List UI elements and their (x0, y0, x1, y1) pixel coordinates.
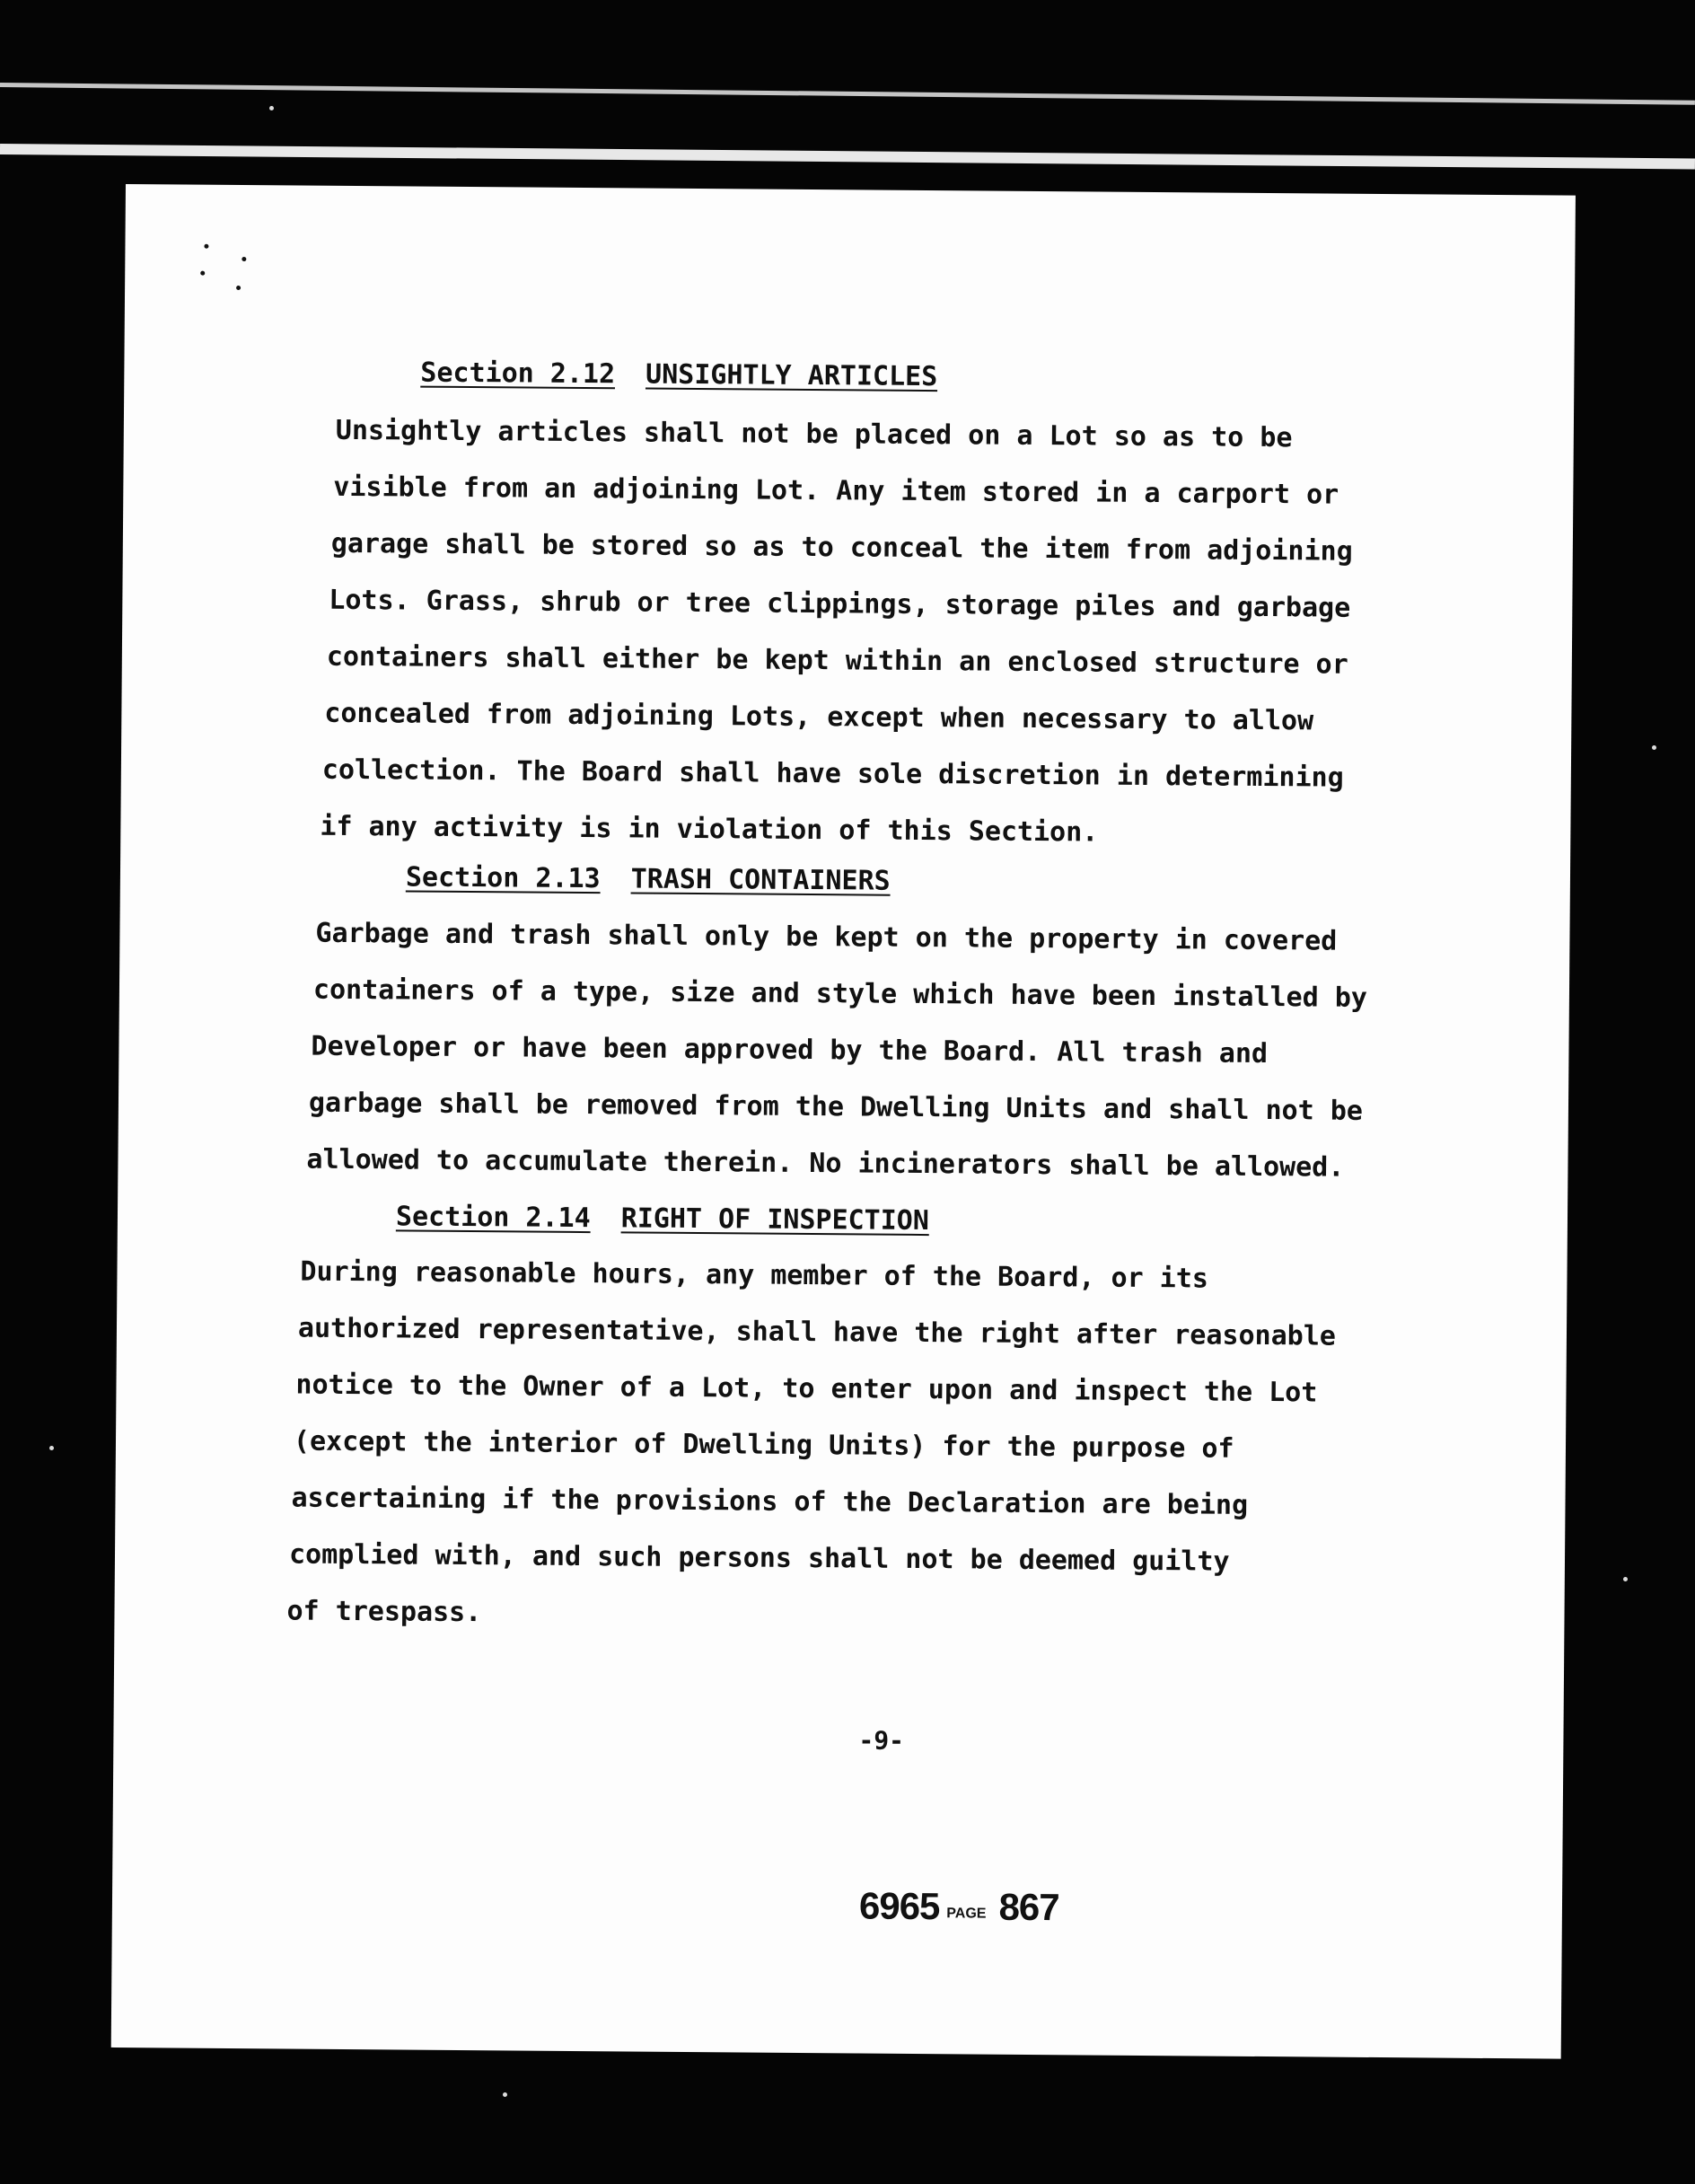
scan-speck (1623, 1577, 1628, 1581)
body-line: concealed from adjoining Lots, except when necessary to allow (324, 697, 1314, 737)
body-line: Unsightly articles shall not be placed on a Lot so as to be (335, 414, 1293, 454)
section-2-13-title: TRASH CONTAINERS (630, 863, 891, 897)
body-line: allowed to accumulate therein. No incinerators shall be allowed. (306, 1143, 1345, 1184)
scan-speck (242, 257, 246, 261)
body-line: containers of a type, size and style which have been installed by (312, 973, 1368, 1014)
body-line: Lots. Grass, shrub or tree clippings, storage piles and garbage (329, 584, 1351, 624)
section-2-12-heading (420, 357, 937, 393)
section-2-14-label: Section 2.14 (395, 1201, 591, 1235)
body-line: if any activity is in violation of this Section. (320, 810, 1099, 849)
scan-speck (200, 271, 205, 276)
scan-speck (204, 244, 208, 249)
page-stamp-label: PAGE (946, 1906, 987, 1922)
body-line: collection. The Board shall have sole discretion in determining (321, 753, 1344, 794)
body-line: ascertaining if the provisions of the Declaration are being (291, 1482, 1249, 1521)
body-line: authorized representative, shall have the right after reasonable (297, 1312, 1337, 1352)
body-line: Garbage and trash shall only be kept on the property in covered (315, 917, 1338, 957)
page-number: -9- (858, 1725, 905, 1756)
section-2-13-label: Section 2.13 (405, 861, 601, 895)
scan-speck (1652, 745, 1656, 750)
body-line: notice to the Owner of a Lot, to enter upon and inspect the Lot (295, 1369, 1318, 1409)
scan-speck (49, 1446, 54, 1450)
section-2-13-heading (406, 861, 891, 896)
stamp-page-number: 867 (998, 1885, 1059, 1929)
body-line: complied with, and such persons shall not be deemed guilty (288, 1538, 1230, 1578)
body-line: of trespass. (286, 1595, 482, 1629)
section-2-12-title: UNSIGHTLY ARTICLES (645, 358, 938, 393)
scan-speck (236, 286, 241, 290)
body-line: During reasonable hours, any member of the Board, or its (300, 1255, 1209, 1295)
book-number: 6965 (858, 1884, 940, 1928)
body-line: (except the interior of Dwelling Units) for the purpose of (293, 1425, 1234, 1465)
scan-edge-band (0, 144, 1695, 169)
body-line: containers shall either be kept within an enclosed structure or (326, 640, 1348, 681)
section-2-14-title: RIGHT OF INSPECTION (620, 1202, 930, 1237)
body-line: garbage shall be removed from the Dwelling Units and shall not be (308, 1087, 1364, 1127)
scan-edge-line (0, 83, 1695, 105)
book-page-stamp (859, 1884, 1059, 1929)
body-line: visible from an adjoining Lot. Any item stored in a carport or (333, 471, 1339, 511)
section-2-12-label: Section 2.12 (420, 357, 616, 391)
body-line: Developer or have been approved by the Board. All trash and (311, 1030, 1269, 1070)
section-2-14-heading (396, 1201, 929, 1237)
scan-speck (503, 2092, 507, 2097)
scan-speck (269, 106, 274, 110)
body-line: garage shall be stored so as to conceal the item from adjoining (330, 527, 1353, 568)
document-page (111, 184, 1576, 2059)
